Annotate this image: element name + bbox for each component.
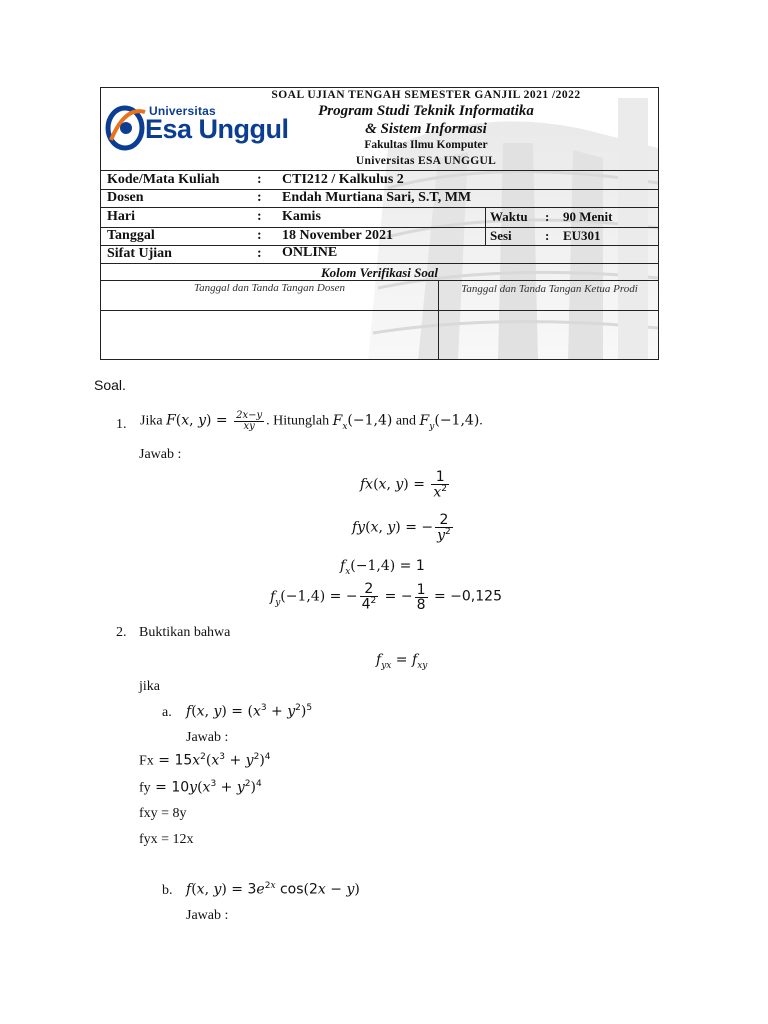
university-logo (105, 98, 289, 156)
equation-fx-value: $f_x(-1,4) = 1$ (340, 558, 425, 577)
divider (101, 263, 658, 264)
question-1-text: Jika F(x, y) = $\frac{2x-y}{xy}$ . Hitunglah $F_x(-1,4)$ and $F_y(-1,4)$. (140, 410, 483, 432)
divider (101, 170, 658, 171)
part-a-function: f(x, $y) = (x^3 + y^2)^5$ (186, 703, 313, 720)
exam-type-label: Sifat Ujian (107, 246, 172, 261)
part-a-label: a. (162, 705, 172, 720)
equation-fy-value: $f_y(-1,4)$ = − $\frac{2}{4^2}$ = − $\frac{1}{8}$ = −0,125 (270, 581, 502, 613)
fx-label: Fx (139, 753, 154, 769)
questions-heading: Soal. (94, 377, 126, 393)
divider (438, 280, 439, 360)
colon: : (257, 246, 262, 261)
exam-header-table (100, 87, 659, 360)
equation-fyx-equals-fxy: $f_{yx} = f_{xy}$ (376, 652, 428, 671)
divider (485, 207, 486, 245)
divider (101, 207, 658, 208)
q1-middle: . Hitunglah (266, 413, 330, 429)
answer-label: Jawab : (186, 730, 229, 745)
question-2-text: Buktikan bahwa (139, 625, 231, 640)
logo-big-text: Esa Unggul (145, 114, 289, 144)
duration-label: Waktu (490, 209, 528, 224)
duration-value: 90 Menit (563, 209, 613, 224)
divider (101, 310, 658, 311)
logo-swoosh-icon (105, 100, 149, 152)
colon: : (545, 228, 550, 243)
faculty-name: Fakultas Ilmu Komputer (364, 139, 488, 151)
part-b-function: f(x, $y) = 3e^{2x}$ cos(2x − y) (186, 881, 360, 898)
answer-fy: fy = $10y(x^3 + y^2)^4$ (139, 779, 262, 796)
colon: : (257, 209, 262, 224)
divider (101, 245, 658, 246)
q1-and: and (395, 413, 417, 429)
verification-title: Kolom Verifikasi Soal (320, 265, 439, 280)
exam-type-value: ONLINE (282, 245, 338, 260)
lecturer-value: Endah Murtiana Sari, S.T, MM (282, 190, 472, 205)
day-value: Kamis (282, 209, 321, 224)
part-b-label: b. (162, 883, 173, 898)
day-label: Hari (107, 209, 135, 224)
answer-fxy: fxy = 8y (139, 806, 187, 821)
colon: : (257, 172, 262, 187)
colon: : (545, 209, 550, 224)
head-signature-label: Tanggal dan Tanda Tangan Ketua Prodi (461, 283, 638, 295)
answer-fx: $Fx = 15x^2(x^3 + y^2)^4$ (139, 752, 271, 769)
colon: : (257, 190, 262, 205)
university-name: Universitas ESA UNGGUL (355, 155, 497, 167)
logo-small-text: Universitas (149, 104, 216, 118)
equation-fx: fx(x, y) = $\frac{1}{x^2}$ (360, 469, 448, 501)
question-number: 1. (116, 417, 127, 432)
course-code-value: CTI212 / Kalkulus 2 (282, 172, 404, 187)
answer-label: Jawab : (186, 908, 229, 923)
program-title: Program Studi Teknik Informatika (318, 103, 534, 119)
colon: : (257, 228, 262, 243)
program-subtitle: & Sistem Informasi (365, 121, 487, 137)
condition-text: jika (139, 679, 160, 694)
session-label: Sesi (490, 228, 512, 243)
answer-fyx: fyx = 12x (139, 832, 194, 847)
date-label: Tanggal (107, 228, 155, 243)
course-code-label: Kode/Mata Kuliah (107, 172, 220, 187)
answer-label: Jawab : (139, 447, 182, 462)
equation-fy: fy(x, y) = − $\frac{2}{y^2}$ (352, 512, 451, 544)
date-value: 18 November 2021 (282, 228, 393, 243)
session-value: EU301 (563, 228, 601, 243)
lecturer-label: Dosen (107, 190, 144, 205)
fy-label: fy (139, 780, 151, 796)
question-number: 2. (116, 625, 127, 640)
q1-prefix: Jika (140, 413, 163, 429)
lecturer-signature-label: Tanggal dan Tanda Tangan Dosen (194, 282, 345, 294)
exam-title: SOAL UJIAN TENGAH SEMESTER GANJIL 2021 /2022 (271, 89, 581, 101)
